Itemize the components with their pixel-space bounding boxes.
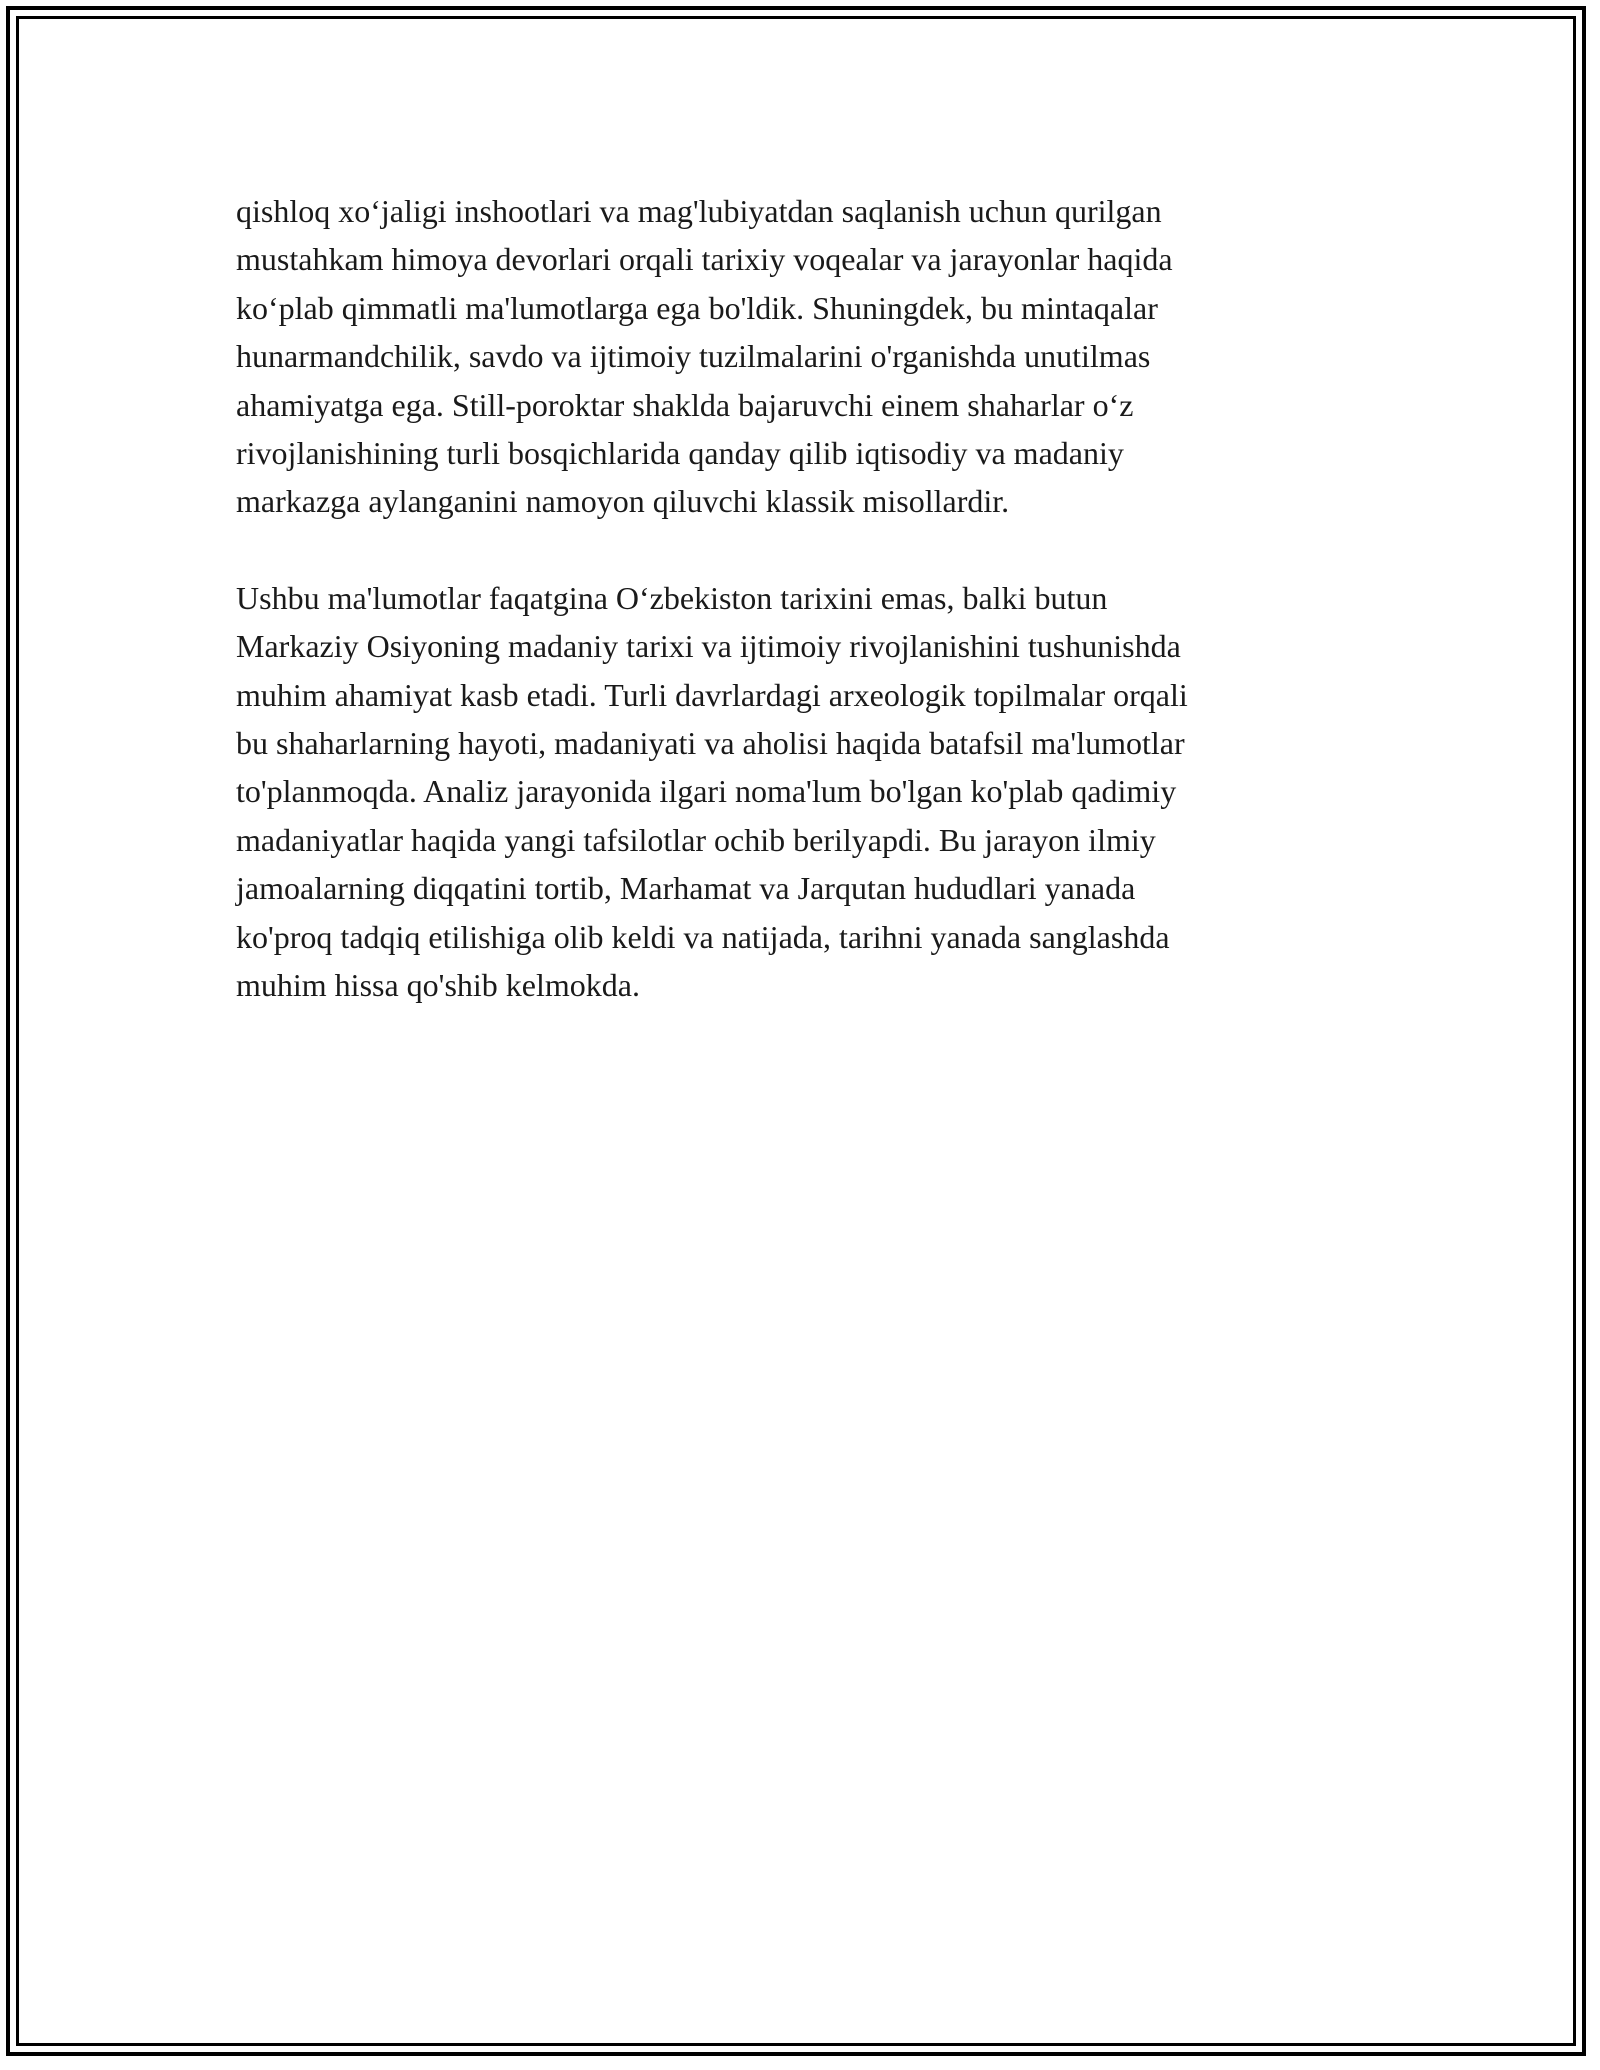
- document-body: [236, 187, 1366, 1058]
- paragraph-2: Ushbu ma'lumotlar faqatgina O‘zbekiston tarixini emas, balki butun Markaziy Osiyoning madaniy tarixi va ijtimoiy rivojlanishini tushunishda muhim ahamiyat kasb etadi. Turli davrlardagi arxeologik topilmalar orqali bu shaharlarning hayoti, madaniyati va aholisi haqida batafsil ma'lumotlar to'planmoqda. Analiz jarayonida ilgari noma'lum bo'lgan ko'plab qadimiy madaniyatlar haqida yangi tafsilotlar ochib berilyapdi. Bu jarayon ilmiy jamoalarning diqqatini tortib, Marhamat va Jarqutan hududlari yanada ko'proq tadqiq etilishiga olib keldi va natijada, tarihni yanada sanglashda muhim hissa qo'shib kelmokda.: [236, 579, 1188, 1004]
- paragraph-1: qishloq xo‘jaligi inshootlari va mag'lubiyatdan saqlanish uchun qurilgan mustahkam himoya devorlari orqali tarixiy voqealar va jarayonlar haqida ko‘plab qimmatli ma'lumotlarga ega bo'ldik. Shuningdek, bu mintaqalar hunarmandchilik, savdo va ijtimoiy tuzilmalarini o'rganishda unutilmas ahamiyatga ega. Still-poroktar shaklda bajaruvchi einem shaharlar o‘z rivojlanishining turli bosqichlarida qanday qilib iqtisodiy va madaniy markazga aylanganini namoyon qiluvchi klassik misollardir.: [236, 193, 1173, 520]
